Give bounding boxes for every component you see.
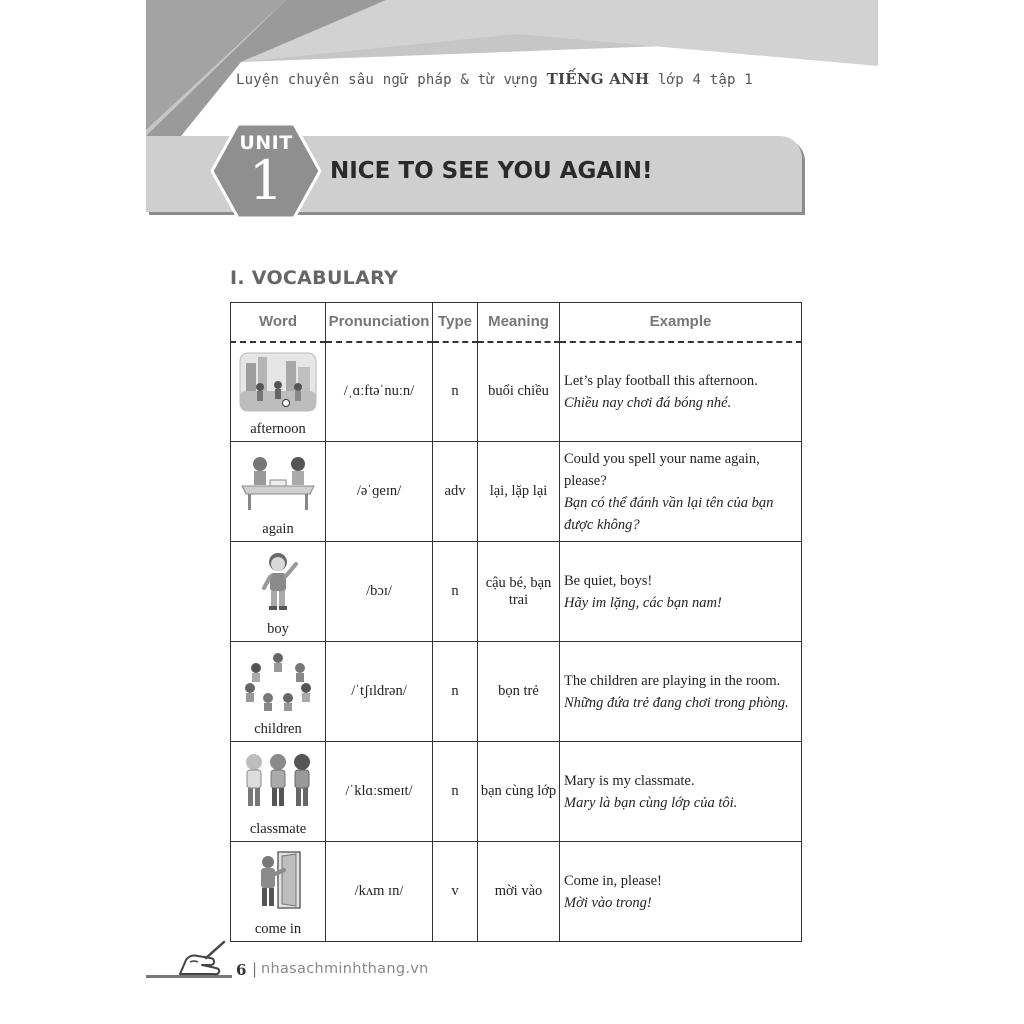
column-header-meaning: Meaning — [478, 303, 560, 342]
series-title — [236, 70, 753, 88]
example-english: Let’s play football this afternoon. — [564, 372, 758, 389]
word-cell — [231, 742, 326, 842]
example-english: Could you spell your name again, please? — [564, 450, 760, 489]
kids-at-desk-icon — [238, 450, 318, 512]
table-row — [231, 342, 802, 442]
pronunciation-cell: /kʌm ɪn/ — [326, 842, 433, 942]
type-cell: n — [433, 542, 478, 642]
word-label: come in — [254, 921, 302, 937]
type-cell: adv — [433, 442, 478, 542]
example-english: Come in, please! — [564, 872, 662, 889]
series-title-prefix: Luyện chuyên sâu ngữ pháp & từ vựng — [236, 72, 539, 88]
table-row — [231, 642, 802, 742]
table-row — [231, 742, 802, 842]
pronunciation-cell: /əˈɡeɪn/ — [326, 442, 433, 542]
type-cell: v — [433, 842, 478, 942]
unit-number: 1 — [248, 149, 284, 212]
example-vietnamese: Mary là bạn cùng lớp của tôi. — [564, 794, 738, 811]
publisher-website: nhasachminhthang.vn — [261, 961, 429, 977]
example-english: Be quiet, boys! — [564, 572, 653, 589]
table-row — [231, 542, 802, 642]
example-english: The children are playing in the room. — [564, 672, 781, 689]
example-english: Mary is my classmate. — [564, 772, 695, 789]
unit-title: NICE TO SEE YOU AGAIN! — [330, 158, 653, 184]
unit-label: UNIT — [239, 132, 293, 154]
section-heading: I. VOCABULARY — [230, 267, 399, 289]
column-header-pronunciation: Pronunciation — [326, 303, 433, 342]
word-label: children — [254, 721, 302, 737]
footer-separator: | — [252, 960, 258, 978]
table-row — [231, 442, 802, 542]
man-at-door-icon — [238, 850, 318, 912]
example-cell — [560, 742, 802, 842]
type-cell: n — [433, 642, 478, 742]
word-label: again — [262, 521, 294, 537]
example-cell — [560, 342, 802, 442]
header-decoration — [146, 0, 878, 136]
page-number: 6 — [236, 961, 247, 979]
word-cell — [231, 542, 326, 642]
series-title-highlight: TIẾNG ANH — [546, 70, 650, 88]
example-cell — [560, 542, 802, 642]
type-cell: n — [433, 342, 478, 442]
pronunciation-cell: /bɔɪ/ — [326, 542, 433, 642]
table-header-row — [231, 303, 802, 342]
word-cell — [231, 642, 326, 742]
type-cell: n — [433, 742, 478, 842]
word-cell — [231, 842, 326, 942]
meaning-cell: mời vào — [478, 842, 560, 942]
table-row — [231, 842, 802, 942]
meaning-cell: bạn cùng lớp — [478, 742, 560, 842]
three-classmates-icon — [238, 750, 318, 812]
meaning-cell: buổi chiều — [478, 342, 560, 442]
writing-hand-icon — [176, 940, 228, 978]
pronunciation-cell: /ˌɑːftəˈnuːn/ — [326, 342, 433, 442]
word-cell — [231, 342, 326, 442]
example-cell — [560, 842, 802, 942]
kids-playing-football-icon — [238, 351, 318, 413]
pronunciation-cell: /ˈtʃɪldrən/ — [326, 642, 433, 742]
example-cell — [560, 642, 802, 742]
example-vietnamese: Bạn có thể đánh vần lại tên của bạn được không? — [564, 494, 774, 533]
meaning-cell: bọn trẻ — [478, 642, 560, 742]
word-label: boy — [267, 621, 289, 637]
series-title-suffix: lớp 4 tập 1 — [657, 72, 753, 88]
meaning-cell: cậu bé, bạn trai — [478, 542, 560, 642]
column-header-example: Example — [560, 303, 802, 342]
word-label: classmate — [249, 821, 307, 837]
vocabulary-table — [230, 302, 802, 942]
example-cell — [560, 442, 802, 542]
example-vietnamese: Chiều nay chơi đá bóng nhé. — [564, 394, 732, 411]
word-label: afternoon — [250, 421, 306, 437]
column-header-type: Type — [433, 303, 478, 342]
example-vietnamese: Những đứa trẻ đang chơi trong phòng. — [564, 694, 789, 711]
column-header-word: Word — [231, 303, 326, 342]
meaning-cell: lại, lặp lại — [478, 442, 560, 542]
example-vietnamese: Mời vào trong! — [564, 894, 652, 911]
children-circle-icon — [238, 650, 318, 712]
word-cell — [231, 442, 326, 542]
boy-waving-icon — [238, 550, 318, 612]
example-vietnamese: Hãy im lặng, các bạn nam! — [564, 594, 722, 611]
pronunciation-cell: /ˈklɑːsmeɪt/ — [326, 742, 433, 842]
